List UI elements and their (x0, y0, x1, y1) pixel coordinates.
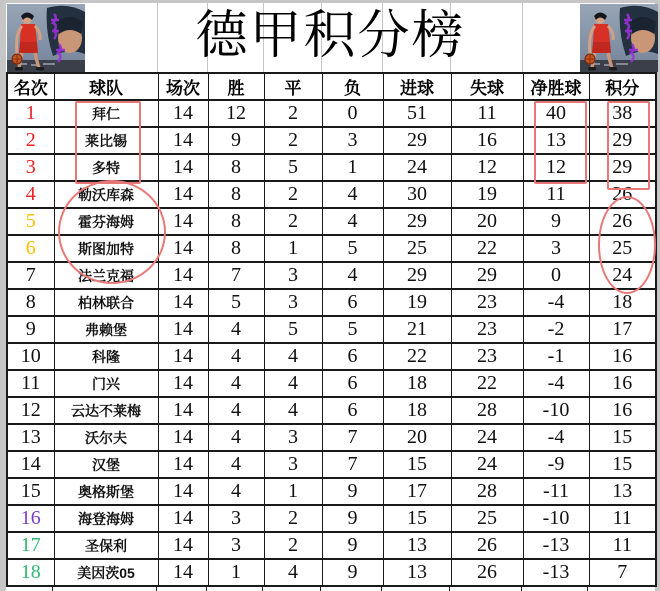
goal-diff-cell: 40 (523, 100, 589, 127)
grid-stub (449, 587, 450, 591)
losses-cell: 4 (322, 208, 383, 235)
draws-cell: 4 (264, 370, 322, 397)
goal-diff-cell: -4 (523, 424, 589, 451)
table-row (7, 181, 656, 208)
draws-cell: 4 (264, 343, 322, 370)
losses-cell: 4 (322, 181, 383, 208)
played-cell: 14 (158, 559, 208, 586)
draws-cell: 5 (264, 316, 322, 343)
played-cell: 14 (158, 370, 208, 397)
goals-for-cell: 29 (383, 127, 451, 154)
goals-against-cell: 26 (451, 532, 523, 559)
losses-cell: 0 (322, 100, 383, 127)
wins-cell: 4 (208, 424, 264, 451)
goals-for-cell: 13 (383, 532, 451, 559)
draws-cell: 1 (264, 235, 322, 262)
draws-cell: 2 (264, 208, 322, 235)
goals-for-cell: 25 (383, 235, 451, 262)
wins-cell: 5 (208, 289, 264, 316)
table-row (7, 505, 656, 532)
losses-cell: 6 (322, 397, 383, 424)
losses-cell: 9 (322, 478, 383, 505)
rank-cell: 17 (7, 532, 54, 559)
team-cell: 柏林联合 (54, 289, 158, 316)
goals-for-cell: 21 (383, 316, 451, 343)
rank-cell: 12 (7, 397, 54, 424)
goals-for-cell: 22 (383, 343, 451, 370)
losses-cell: 4 (322, 262, 383, 289)
team-cell: 圣保利 (54, 532, 158, 559)
table-row (7, 127, 656, 154)
points-cell: 15 (589, 424, 656, 451)
points-cell: 25 (589, 235, 656, 262)
points-cell: 16 (589, 343, 656, 370)
grid-stub (320, 587, 321, 591)
goals-against-cell: 28 (451, 397, 523, 424)
team-cell: 法兰克福 (54, 262, 158, 289)
goals-against-cell: 24 (451, 424, 523, 451)
goals-for-cell: 15 (383, 451, 451, 478)
losses-cell: 6 (322, 343, 383, 370)
played-cell: 14 (158, 289, 208, 316)
wins-cell: 12 (208, 100, 264, 127)
goal-diff-cell: -9 (523, 451, 589, 478)
rank-cell: 14 (7, 451, 54, 478)
rank-cell: 7 (7, 262, 54, 289)
wins-cell: 8 (208, 181, 264, 208)
goal-diff-cell: -10 (523, 505, 589, 532)
goals-for-cell: 20 (383, 424, 451, 451)
goal-diff-cell: 11 (523, 181, 589, 208)
wins-cell: 9 (208, 127, 264, 154)
header-row (7, 73, 656, 100)
grid-stub (156, 587, 157, 591)
table-row (7, 424, 656, 451)
wins-cell: 8 (208, 235, 264, 262)
col-header-goals-for: 进球 (383, 73, 451, 100)
points-cell: 29 (589, 154, 656, 181)
col-header-rank: 名次 (7, 73, 54, 100)
goals-against-cell: 12 (451, 154, 523, 181)
goals-for-cell: 18 (383, 397, 451, 424)
col-header-points: 积分 (589, 73, 656, 100)
goals-against-cell: 29 (451, 262, 523, 289)
goal-diff-cell: -1 (523, 343, 589, 370)
played-cell: 14 (158, 397, 208, 424)
goal-diff-cell: -13 (523, 559, 589, 586)
rank-cell: 9 (7, 316, 54, 343)
goals-for-cell: 18 (383, 370, 451, 397)
points-cell: 16 (589, 370, 656, 397)
col-header-goal-diff: 净胜球 (523, 73, 589, 100)
rank-cell: 15 (7, 478, 54, 505)
goals-against-cell: 24 (451, 451, 523, 478)
col-header-played: 场次 (158, 73, 208, 100)
team-cell: 奥格斯堡 (54, 478, 158, 505)
table-row (7, 343, 656, 370)
played-cell: 14 (158, 424, 208, 451)
table-row (7, 370, 656, 397)
goals-for-cell: 29 (383, 262, 451, 289)
losses-cell: 9 (322, 505, 383, 532)
table-row (7, 100, 656, 127)
title-row (6, 3, 655, 72)
col-header-losses: 负 (322, 73, 383, 100)
losses-cell: 6 (322, 289, 383, 316)
team-cell: 门兴 (54, 370, 158, 397)
points-cell: 16 (589, 397, 656, 424)
table-row (7, 154, 656, 181)
wins-cell: 1 (208, 559, 264, 586)
goal-diff-cell: 3 (523, 235, 589, 262)
rank-cell: 10 (7, 343, 54, 370)
team-cell: 拜仁 (54, 100, 158, 127)
goals-for-cell: 30 (383, 181, 451, 208)
played-cell: 14 (158, 451, 208, 478)
points-cell: 38 (589, 100, 656, 127)
rank-cell: 4 (7, 181, 54, 208)
losses-cell: 3 (322, 127, 383, 154)
played-cell: 14 (158, 532, 208, 559)
points-cell: 26 (589, 208, 656, 235)
goals-for-cell: 24 (383, 154, 451, 181)
goals-against-cell: 11 (451, 100, 523, 127)
played-cell: 14 (158, 262, 208, 289)
played-cell: 14 (158, 127, 208, 154)
team-cell: 弗赖堡 (54, 316, 158, 343)
rank-cell: 8 (7, 289, 54, 316)
losses-cell: 7 (322, 451, 383, 478)
grid-stub (52, 587, 53, 591)
points-cell: 18 (589, 289, 656, 316)
grid-stub (381, 587, 382, 591)
points-cell: 7 (589, 559, 656, 586)
team-cell: 斯图加特 (54, 235, 158, 262)
rank-cell: 5 (7, 208, 54, 235)
draws-cell: 2 (264, 505, 322, 532)
standings-body (7, 100, 656, 586)
table-row (7, 532, 656, 559)
played-cell: 14 (158, 181, 208, 208)
rank-cell: 3 (7, 154, 54, 181)
draws-cell: 4 (264, 397, 322, 424)
goals-against-cell: 16 (451, 127, 523, 154)
losses-cell: 5 (322, 316, 383, 343)
goals-for-cell: 17 (383, 478, 451, 505)
played-cell: 14 (158, 235, 208, 262)
draws-cell: 4 (264, 559, 322, 586)
losses-cell: 1 (322, 154, 383, 181)
basketball-player-icon (7, 4, 85, 72)
rank-cell: 1 (7, 100, 54, 127)
table-row (7, 559, 656, 586)
draws-cell: 1 (264, 478, 322, 505)
rank-cell: 2 (7, 127, 54, 154)
draws-cell: 2 (264, 181, 322, 208)
draws-cell: 2 (264, 532, 322, 559)
goal-diff-cell: -4 (523, 289, 589, 316)
losses-cell: 9 (322, 559, 383, 586)
goal-diff-cell: 12 (523, 154, 589, 181)
goals-for-cell: 15 (383, 505, 451, 532)
table-row (7, 208, 656, 235)
losses-cell: 7 (322, 424, 383, 451)
rank-cell: 6 (7, 235, 54, 262)
points-cell: 15 (589, 451, 656, 478)
team-cell: 美因茨05 (54, 559, 158, 586)
team-cell: 多特 (54, 154, 158, 181)
draws-cell: 3 (264, 451, 322, 478)
table-row (7, 397, 656, 424)
rank-cell: 13 (7, 424, 54, 451)
grid-stub (587, 587, 588, 591)
team-cell: 勒沃库森 (54, 181, 158, 208)
losses-cell: 9 (322, 532, 383, 559)
points-cell: 26 (589, 181, 656, 208)
col-header-goals-against: 失球 (451, 73, 523, 100)
goal-diff-cell: -13 (523, 532, 589, 559)
draws-cell: 2 (264, 127, 322, 154)
wins-cell: 7 (208, 262, 264, 289)
rank-cell: 11 (7, 370, 54, 397)
goals-against-cell: 22 (451, 370, 523, 397)
goals-for-cell: 19 (383, 289, 451, 316)
goals-against-cell: 23 (451, 316, 523, 343)
points-cell: 13 (589, 478, 656, 505)
goals-against-cell: 28 (451, 478, 523, 505)
goal-diff-cell: 0 (523, 262, 589, 289)
goals-against-cell: 26 (451, 559, 523, 586)
points-cell: 29 (589, 127, 656, 154)
wins-cell: 3 (208, 505, 264, 532)
team-cell: 汉堡 (54, 451, 158, 478)
grid-stub (262, 587, 263, 591)
played-cell: 14 (158, 208, 208, 235)
played-cell: 14 (158, 316, 208, 343)
played-cell: 14 (158, 478, 208, 505)
rank-cell: 16 (7, 505, 54, 532)
points-cell: 11 (589, 505, 656, 532)
draws-cell: 3 (264, 424, 322, 451)
goals-against-cell: 25 (451, 505, 523, 532)
goals-for-cell: 29 (383, 208, 451, 235)
wins-cell: 8 (208, 154, 264, 181)
goal-diff-cell: -2 (523, 316, 589, 343)
draws-cell: 5 (264, 154, 322, 181)
goal-diff-cell: -10 (523, 397, 589, 424)
wins-cell: 4 (208, 451, 264, 478)
standings-table (6, 72, 657, 587)
grid-stub (206, 587, 207, 591)
wins-cell: 4 (208, 316, 264, 343)
goal-diff-cell: -4 (523, 370, 589, 397)
goals-against-cell: 23 (451, 343, 523, 370)
losses-cell: 6 (322, 370, 383, 397)
team-cell: 海登海姆 (54, 505, 158, 532)
goals-against-cell: 23 (451, 289, 523, 316)
col-header-team: 球队 (54, 73, 158, 100)
wins-cell: 4 (208, 370, 264, 397)
draws-cell: 3 (264, 289, 322, 316)
team-cell: 科隆 (54, 343, 158, 370)
rank-cell: 18 (7, 559, 54, 586)
points-cell: 11 (589, 532, 656, 559)
wins-cell: 8 (208, 208, 264, 235)
played-cell: 14 (158, 100, 208, 127)
col-header-wins: 胜 (208, 73, 264, 100)
goal-diff-cell: 13 (523, 127, 589, 154)
table-row (7, 478, 656, 505)
table-row (7, 235, 656, 262)
goals-for-cell: 13 (383, 559, 451, 586)
table-row (7, 316, 656, 343)
col-header-draws: 平 (264, 73, 322, 100)
basketball-player-icon (580, 4, 658, 72)
table-row (7, 262, 656, 289)
goal-diff-cell: 9 (523, 208, 589, 235)
draws-cell: 2 (264, 100, 322, 127)
losses-cell: 5 (322, 235, 383, 262)
wins-cell: 3 (208, 532, 264, 559)
page-title: 德甲积分榜 (195, 8, 466, 65)
draws-cell: 3 (264, 262, 322, 289)
played-cell: 14 (158, 343, 208, 370)
played-cell: 14 (158, 505, 208, 532)
goals-for-cell: 51 (383, 100, 451, 127)
team-cell: 莱比锡 (54, 127, 158, 154)
played-cell: 14 (158, 154, 208, 181)
spreadsheet-area (6, 3, 655, 588)
goals-against-cell: 19 (451, 181, 523, 208)
cutoff-row-stub (6, 587, 655, 591)
team-cell: 沃尔夫 (54, 424, 158, 451)
goal-diff-cell: -11 (523, 478, 589, 505)
table-row (7, 289, 656, 316)
points-cell: 17 (589, 316, 656, 343)
wins-cell: 4 (208, 343, 264, 370)
grid-stub (521, 587, 522, 591)
points-cell: 24 (589, 262, 656, 289)
team-cell: 云达不莱梅 (54, 397, 158, 424)
table-row (7, 451, 656, 478)
wins-cell: 4 (208, 397, 264, 424)
team-cell: 霍芬海姆 (54, 208, 158, 235)
wins-cell: 4 (208, 478, 264, 505)
goals-against-cell: 20 (451, 208, 523, 235)
goals-against-cell: 22 (451, 235, 523, 262)
